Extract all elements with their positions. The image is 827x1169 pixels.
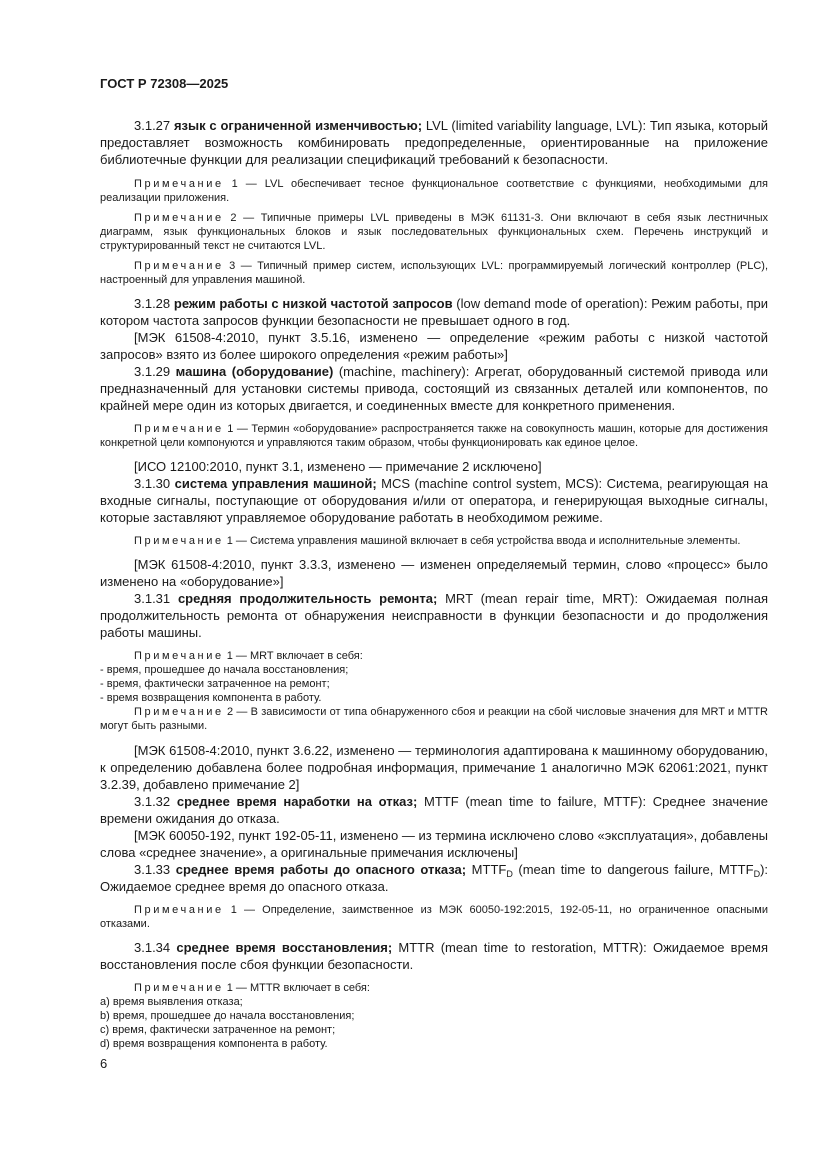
list-item: c) время, фактически затраченное на ремонт; [100, 1024, 336, 1036]
term-3-1-29: 3.1.29 машина (оборудование) (machine, machinery): Агрегат, оборудованный системой привода или предназначенный для установки системы привода, состоящий из связанных деталей или компонентов, по крайней мере один из которых двигается, и соединенных вместе для конкретного применения. [100, 364, 768, 413]
note-label: Примечание [134, 535, 224, 547]
note-label: Примечание [134, 650, 224, 662]
term-title: среднее время работы до опасного отказа; [175, 862, 467, 877]
term-3-1-30: 3.1.30 система управления машиной; MCS (machine control system, MCS): Система, реагирующая на входные сигналы, поступающие от оборудования и/или от оператора, и генерирующая выходные сигналы, которые заставляют управляемое оборудование работать в необходимом режиме. [100, 476, 769, 525]
note-3-1-27-2: Примечание 2 — Типичные примеры LVL приведены в МЭК 61131-3. Они включают в себя язык лестничных диаграмм, язык функциональных блоков и язык последовательных функциональных схем. Перечень инструкций и структурированный текст не считаются LVL. [100, 212, 768, 252]
document-body [100, 117, 768, 1051]
list-item: a) время выявления отказа; [100, 996, 243, 1008]
note-3-1-30-1: Примечание 1 — Система управления машиной включает в себя устройства ввода и исполнительные элементы. [134, 535, 741, 547]
term-3-1-27 [100, 117, 768, 168]
list-item: d) время возвращения компонента в работу. [100, 1038, 328, 1050]
term-3-1-34: 3.1.34 среднее время восстановления; MTTR (mean time to restoration, MTTR): Ожидаемое время восстановления после сбоя функции безопасности. [100, 940, 769, 972]
list-item: b) время, прошедшее до начала восстановления; [100, 1010, 355, 1022]
note-3-1-27-3: Примечание 3 — Типичный пример систем, использующих LVL: программируемый логический контроллер (PLC), настроенный для управления машиной. [100, 260, 768, 286]
note-3-1-27-1: Примечание 1 — LVL обеспечивает тесное функциональное соответствие с функциями, необходимыми для реализации приложения. [100, 178, 768, 204]
note-label: Примечание [134, 982, 224, 994]
note-label: Примечание [134, 706, 224, 718]
term-3-1-32: 3.1.32 среднее время наработки на отказ; MTTF (mean time to failure, MTTF): Среднее значение времени ожидания до отказа. [100, 794, 769, 826]
term-3-1-33: 3.1.33 среднее время работы до опасного отказа; $MTTF_D$ (mean time to dangerous failure, $MTTF_D$): Ожидаемое среднее время до опасного отказа. [100, 862, 769, 894]
term-title: режим работы с низкой частотой запросов [173, 296, 453, 311]
note-label: Примечание [134, 260, 224, 272]
note-3-1-31-1: Примечание 1 — MRT включает в себя: [134, 650, 363, 662]
term-3-1-31: 3.1.31 средняя продолжительность ремонта; MRT (mean repair time, MRT): Ожидаемая полная продолжительность ремонта от обнаружения неисправности в функции безопасности и до продолжения работы машины. [100, 591, 768, 640]
term-title: среднее время наработки на отказ; [176, 794, 418, 809]
source-ref-3-1-31: [МЭК 61508-4:2010, пункт 3.6.22, изменено — терминология адаптирована к машинному оборудованию, к определению добавлена более подробная информация, примечание 1 аналогично МЭК 62061:2021, пункт 3.2.39, добавлено примечание 2] [100, 743, 768, 792]
note-label: Примечание [134, 423, 224, 435]
source-ref-3-1-29: [ИСО 12100:2010, пункт 3.1, изменено — примечание 2 исключено] [134, 459, 542, 474]
note-3-1-31-2: Примечание 2 — В зависимости от типа обнаруженного сбоя и реакции на сбой числовые значения для MRT и MTTR могут быть разными. [100, 706, 768, 732]
list-item: - время возвращения компонента в работу. [100, 692, 322, 704]
list-item: - время, фактически затраченное на ремонт; [100, 678, 330, 690]
note-3-1-34-1: Примечание 1 — MTTR включает в себя: [134, 982, 370, 994]
source-ref-3-1-30: [МЭК 61508-4:2010, пункт 3.3.3, изменено — изменен определяемый термин, слово «процесс» было изменено на «оборудование»] [100, 557, 768, 589]
source-ref-3-1-28: [МЭК 61508-4:2010, пункт 3.5.16, изменено — определение «режим работы с низкой частотой запросов» взято из более широкого определения «режим работы»] [100, 330, 768, 362]
note-label: Примечание [134, 904, 224, 916]
term-title: язык с ограниченной изменчивостью; [173, 118, 423, 133]
term-title: система управления машиной; [174, 476, 377, 491]
note-label: Примечание [134, 178, 224, 190]
term-title: средняя продолжительность ремонта; [177, 591, 438, 606]
document-header: ГОСТ Р 72308—2025 [100, 76, 229, 91]
term-title: машина (оборудование) [175, 364, 334, 379]
clause-number: 3.1.27 [134, 118, 174, 133]
source-ref-3-1-32: [МЭК 60050-192, пункт 192-05-11, изменено — из термина исключено слово «эксплуатация», добавлены слова «среднее значение», а оригинальные примечания исключены] [100, 828, 768, 860]
list-item: - время, прошедшее до начала восстановления; [100, 664, 349, 676]
page-number: 6 [100, 1056, 108, 1071]
note-3-1-33-1: Примечание 1 — Определение, заимственное из МЭК 60050-192:2015, 192-05-11, но ограниченное опасными отказами. [100, 904, 768, 930]
term-title: среднее время восстановления; [176, 940, 393, 955]
note-3-1-29-1: Примечание 1 — Термин «оборудование» распространяется также на совокупность машин, которые для достижения конкретной цели компонуются и управляются таким образом, чтобы функционировать как единое целое. [100, 423, 768, 449]
note-label: Примечание [134, 212, 224, 224]
term-definition: LVL (limited variability language, LVL): Тип языка, который предоставляет возможность комбинировать предопределенные, ориентированные на приложение библиотечные функции для реализации спецификаций требований к безопасности. [100, 118, 769, 167]
term-3-1-28: 3.1.28 режим работы с низкой частотой запросов (low demand mode of operation): Режим работы, при котором частота запросов функции безопасности не превышает одного в год. [100, 296, 769, 328]
